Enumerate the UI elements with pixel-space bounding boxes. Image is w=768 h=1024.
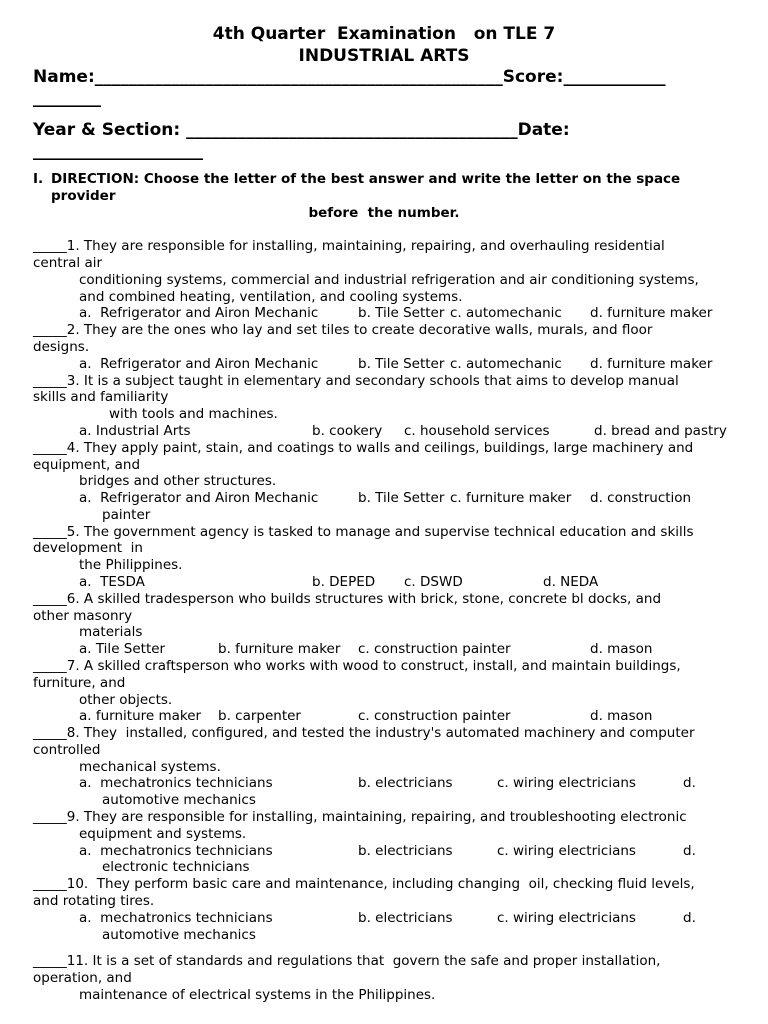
question-text: mechanical systems. bbox=[79, 759, 221, 775]
choice-a: a. Tile Setter bbox=[79, 641, 166, 657]
question-text: _____4. They apply paint, stain, and coatings to walls and ceilings, buildings, large machinery and bbox=[33, 440, 694, 456]
choice-a: a. mechatronics technicians bbox=[79, 775, 273, 791]
choice-a: a. TESDA bbox=[79, 574, 145, 590]
choice-c: c. construction painter bbox=[358, 708, 511, 724]
question-text: conditioning systems, commercial and industrial refrigeration and air conditioning systems, bbox=[79, 272, 699, 288]
choice-d: d. mason bbox=[590, 641, 653, 657]
question-text: skills and familiarity bbox=[33, 389, 169, 405]
question-text: and rotating tires. bbox=[33, 893, 155, 909]
name-score-line-cont: ________ bbox=[33, 88, 101, 108]
question-text: equipment, and bbox=[33, 457, 141, 473]
choice-d: d. bbox=[683, 910, 696, 926]
question-text: development in bbox=[33, 540, 143, 556]
question-text: _____8. They installed, configured, and tested the industry's automated machinery and computer bbox=[33, 725, 695, 741]
name-score-line: Name:________________________________________________Score:____________ bbox=[33, 67, 666, 87]
direction-line-2: provider bbox=[51, 188, 116, 204]
choice-a: a. Refrigerator and Airon Mechanic bbox=[79, 490, 319, 506]
question-text: _____2. They are the ones who lay and set tiles to create decorative walls, murals, and floor bbox=[33, 322, 653, 338]
choice-c: c. automechanic bbox=[450, 305, 562, 321]
year-date-line: Year & Section: _______________________________________Date: bbox=[33, 120, 570, 140]
exam-subtitle: INDUSTRIAL ARTS bbox=[298, 46, 470, 66]
choice-d-cont: automotive mechanics bbox=[102, 927, 256, 943]
question-text: _____6. A skilled tradesperson who builds structures with brick, stone, concrete bl docks, and bbox=[33, 591, 662, 607]
question-text: the Philippines. bbox=[79, 557, 183, 573]
choice-c: c. wiring electricians bbox=[497, 843, 636, 859]
exam-title: 4th Quarter Examination on TLE 7 bbox=[212, 24, 556, 44]
question-text: _____9. They are responsible for installing, maintaining, repairing, and troubleshooting electronic bbox=[33, 809, 687, 825]
question-text: and combined heating, ventilation, and cooling systems. bbox=[79, 289, 463, 305]
question-text: furniture, and bbox=[33, 675, 126, 691]
question-text: materials bbox=[79, 624, 143, 640]
choice-b: b. electricians bbox=[358, 775, 453, 791]
choice-b: b. Tile Setter bbox=[358, 490, 445, 506]
choice-b: b. electricians bbox=[358, 843, 453, 859]
choice-b: b. cookery bbox=[312, 423, 383, 439]
choice-c: c. household services bbox=[404, 423, 550, 439]
choice-d-cont: electronic technicians bbox=[102, 859, 250, 875]
question-text: equipment and systems. bbox=[79, 826, 247, 842]
question-text: central air bbox=[33, 255, 103, 271]
question-text: _____11. It is a set of standards and regulations that govern the safe and proper installation, bbox=[33, 953, 661, 969]
direction-line-3: before the number. bbox=[308, 205, 460, 221]
question-text: _____1. They are responsible for installing, maintaining, repairing, and overhauling residential bbox=[33, 238, 665, 254]
choice-b: b. Tile Setter bbox=[358, 305, 445, 321]
question-text: _____3. It is a subject taught in elementary and secondary schools that aims to develop manual bbox=[33, 373, 679, 389]
choice-a: a. Refrigerator and Airon Mechanic bbox=[79, 356, 319, 372]
choice-a: a. Refrigerator and Airon Mechanic bbox=[79, 305, 319, 321]
choice-c: c. wiring electricians bbox=[497, 910, 636, 926]
choice-a: a. mechatronics technicians bbox=[79, 910, 273, 926]
choice-b: b. furniture maker bbox=[218, 641, 341, 657]
question-text: _____5. The government agency is tasked to manage and supervise technical education and skills bbox=[33, 524, 694, 540]
choice-c: c. DSWD bbox=[404, 574, 463, 590]
question-text: _____7. A skilled craftsperson who works with wood to construct, install, and maintain buildings, bbox=[33, 658, 681, 674]
choice-b: b. carpenter bbox=[218, 708, 301, 724]
choice-d-cont: painter bbox=[102, 507, 151, 523]
question-text: bridges and other structures. bbox=[79, 473, 277, 489]
question-text: with tools and machines. bbox=[109, 406, 278, 422]
choice-b: b. Tile Setter bbox=[358, 356, 445, 372]
choice-c: c. automechanic bbox=[450, 356, 562, 372]
choice-d: d. bbox=[683, 843, 696, 859]
question-text: designs. bbox=[33, 339, 90, 355]
choice-b: b. electricians bbox=[358, 910, 453, 926]
choice-d: d. bbox=[683, 775, 696, 791]
question-text: operation, and bbox=[33, 970, 132, 986]
question-text: _____10. They perform basic care and maintenance, including changing oil, checking fluid levels, bbox=[33, 876, 695, 892]
question-text: controlled bbox=[33, 742, 101, 758]
choice-d: d. mason bbox=[590, 708, 653, 724]
choice-d-cont: automotive mechanics bbox=[102, 792, 256, 808]
choice-a: a. mechatronics technicians bbox=[79, 843, 273, 859]
choice-d: d. construction bbox=[590, 490, 692, 506]
choice-c: c. construction painter bbox=[358, 641, 511, 657]
question-text: other objects. bbox=[79, 692, 173, 708]
choice-a: a. Industrial Arts bbox=[79, 423, 191, 439]
choice-c: c. wiring electricians bbox=[497, 775, 636, 791]
year-date-line-cont: ____________________ bbox=[33, 141, 203, 161]
choice-a: a. furniture maker bbox=[79, 708, 202, 724]
question-text: other masonry bbox=[33, 608, 133, 624]
direction-number: I. bbox=[33, 171, 44, 187]
choice-c: c. furniture maker bbox=[450, 490, 572, 506]
choice-d: d. furniture maker bbox=[590, 305, 713, 321]
choice-b: b. DEPED bbox=[312, 574, 376, 590]
direction-line-1: DIRECTION: Choose the letter of the best answer and write the letter on the space bbox=[51, 171, 681, 187]
question-text: maintenance of electrical systems in the Philippines. bbox=[79, 987, 436, 1003]
choice-d: d. bread and pastry bbox=[594, 423, 727, 439]
choice-d: d. NEDA bbox=[543, 574, 599, 590]
choice-d: d. furniture maker bbox=[590, 356, 713, 372]
